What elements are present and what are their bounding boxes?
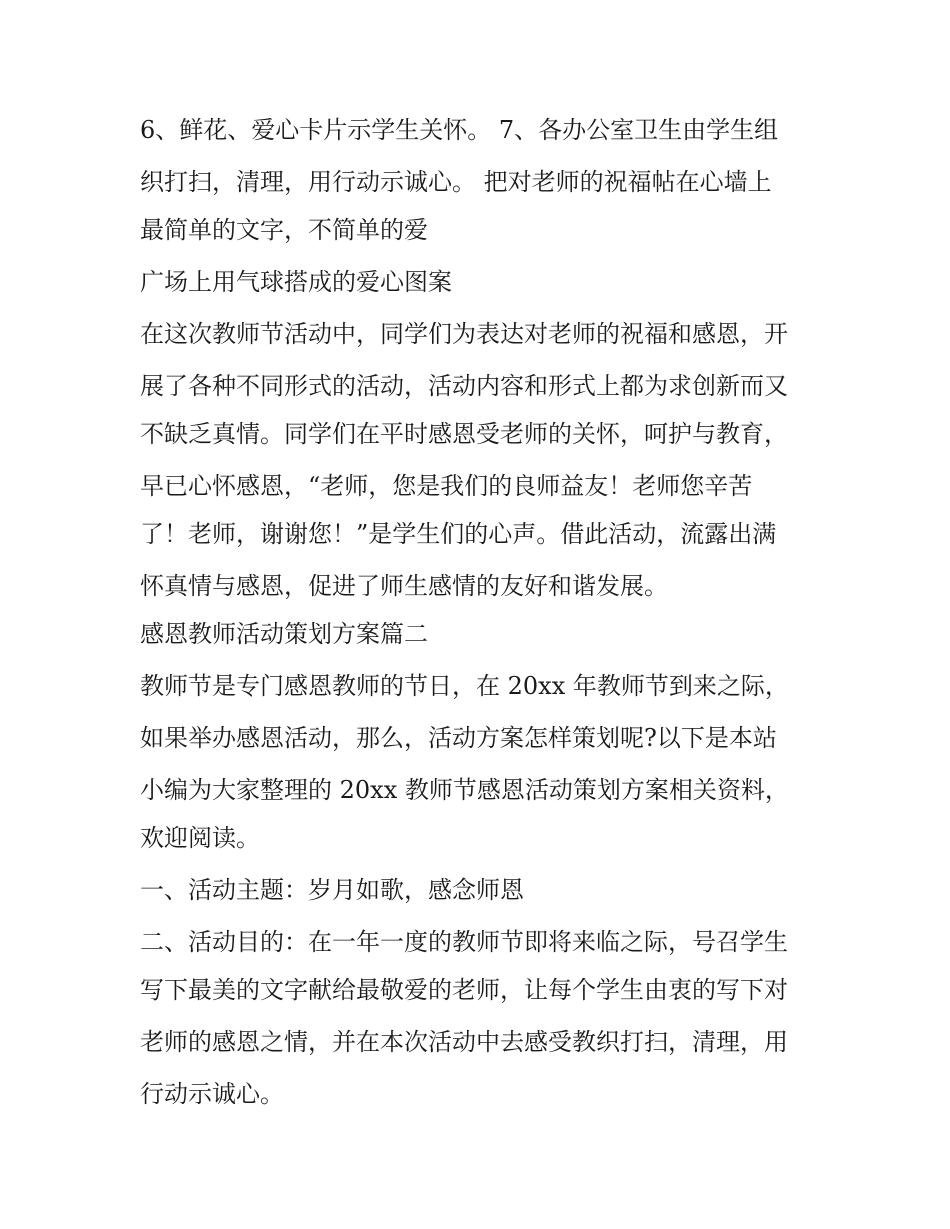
text-line: 二、活动目的：在一年一度的教师节即将来临之际，号召学生 — [140, 928, 788, 956]
text-line: 老师的感恩之情，并在本次活动中去感受教织打扫，清理，用 — [140, 1028, 788, 1056]
text-line: 了！老师，谢谢您！”是学生们的心声。借此活动，流露出满 — [140, 520, 777, 548]
text-line: 织打扫，清理，用行动示诚心。 把对老师的祝福帖在心墙上 — [140, 168, 772, 196]
text-line: 如果举办感恩活动，那么，活动方案怎样策划呢?以下是本站 — [140, 724, 777, 752]
text-line: 教师节是专门感恩教师的节日，在 20xx 年教师节到来之际， — [140, 672, 789, 700]
text-line: 行动示诚心。 — [140, 1080, 284, 1108]
text-line: 一、活动主题：岁月如歌，感念师恩 — [140, 876, 524, 904]
section-heading: 感恩教师活动策划方案篇二 — [140, 620, 428, 648]
text-line: 广场上用气球搭成的爱心图案 — [140, 268, 452, 296]
text-line: 6、鲜花、爱心卡片示学生关怀。 7、各办公室卫生由学生组 — [140, 116, 779, 144]
text-line: 不缺乏真情。同学们在平时感恩受老师的关怀，呵护与教育， — [140, 420, 788, 448]
text-line: 最简单的文字，不简单的爱 — [140, 216, 428, 244]
text-line: 展了各种不同形式的活动，活动内容和形式上都为求创新而又 — [140, 372, 788, 400]
text-line: 早已心怀感恩，“老师，您是我们的良师益友！老师您辛苦 — [140, 472, 753, 500]
text-line: 写下最美的文字献给最敬爱的老师，让每个学生由衷的写下对 — [140, 976, 788, 1004]
text-line: 在这次教师节活动中，同学们为表达对老师的祝福和感恩，开 — [140, 320, 788, 348]
text-line: 小编为大家整理的 20xx 教师节感恩活动策划方案相关资料， — [140, 776, 789, 804]
text-line: 怀真情与感恩，促进了师生感情的友好和谐发展。 — [140, 572, 668, 600]
text-line: 欢迎阅读。 — [140, 824, 260, 852]
